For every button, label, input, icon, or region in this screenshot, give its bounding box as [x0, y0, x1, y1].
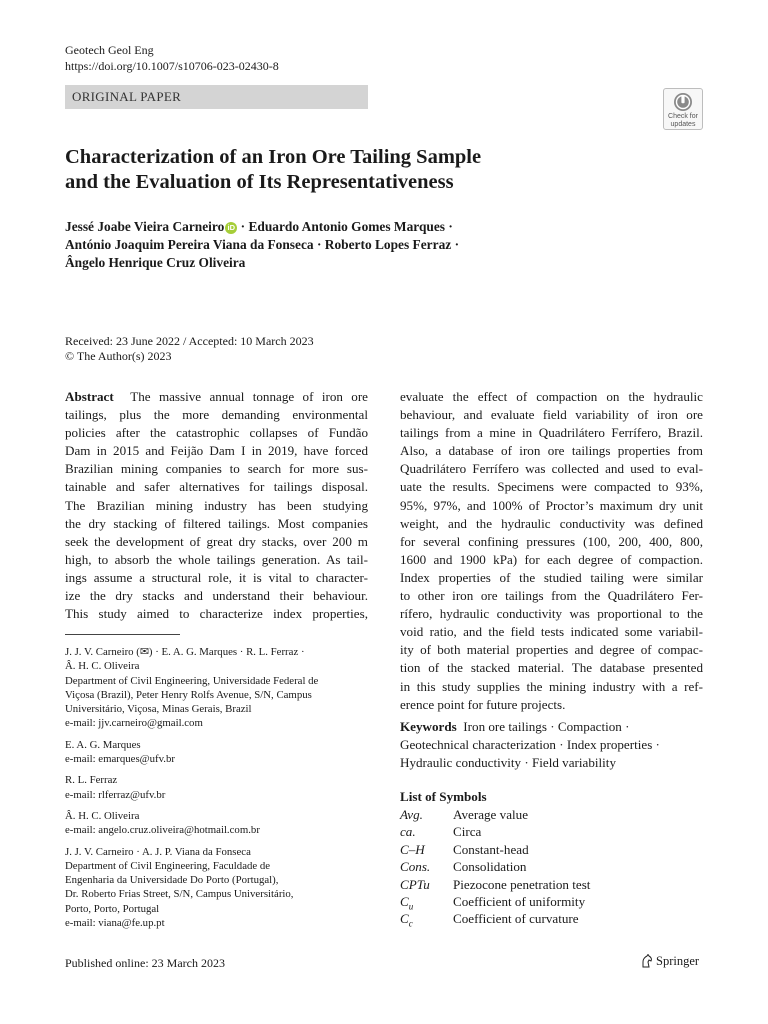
abstract-line: ings assume a structural role, it is vital to character- [65, 569, 368, 585]
symbol: $C_c$ [400, 911, 413, 929]
symbol: $C_u$ [400, 893, 414, 912]
abstract-line: tion of the stacked material. The database presented [400, 660, 703, 676]
symbol-description: Coefficient of curvature [453, 911, 579, 927]
abstract-line: to other iron ore tailings from the Quadrilátero Fer- [400, 588, 703, 604]
abstract-right-column [400, 388, 703, 714]
check-for-updates-button[interactable] [663, 88, 703, 130]
affiliation-line: Porto, Porto, Portugal [65, 902, 160, 915]
affiliations [65, 645, 368, 937]
affiliation-line: J. J. V. Carneiro (✉) · E. A. G. Marques · R. L. Ferraz · [65, 646, 305, 658]
email-link[interactable]: e-mail: emarques@ufv.br [65, 753, 175, 766]
affiliation-line: Universitário, Viçosa, Minas Gerais, Brazil [65, 703, 252, 716]
check-updates-icon [673, 92, 693, 112]
abstract-line: high, to absorb the whole tailings generation. As tail- [65, 551, 368, 567]
publisher-name: Springer [656, 954, 700, 968]
abstract-line: 1600 and 1900 kPa) for each degree of compaction. [400, 551, 703, 567]
affiliation-line: Department of Civil Engineering, Universidade Federal de [65, 674, 319, 687]
abstract-line: uate the results. Specimens were compacted to 93%, [400, 479, 703, 495]
abstract-line: tailings, plus the more demanding environmental [65, 407, 368, 423]
affiliation-line: Dr. Roberto Frias Street, S/N, Campus Universitário, [65, 888, 294, 901]
springer-horse-icon [640, 954, 653, 968]
orcid-icon[interactable]: iD [225, 222, 237, 234]
symbol-row [400, 876, 703, 893]
affiliation-block [65, 845, 368, 931]
abstract-line: void ratio, and the field tests indicated some variabil- [400, 624, 703, 640]
symbol-row [400, 841, 703, 858]
abstract-line-text: The massive annual tonnage of iron ore [113, 389, 368, 404]
symbol-description: Consolidation [453, 859, 527, 875]
author-oliveira[interactable]: Ângelo Henrique Cruz Oliveira [65, 255, 246, 270]
abstract-line: evaluate the effect of compaction on the hydraulic [400, 389, 703, 404]
symbol: C–H [400, 841, 425, 857]
symbol-row [400, 806, 703, 823]
email-link[interactable]: e-mail: jjv.carneiro@gmail.com [65, 717, 203, 730]
author-carneiro[interactable]: Jessé Joabe Vieira Carneiro [65, 219, 225, 234]
doi-link[interactable]: https://doi.org/10.1007/s10706-023-02430-8 [65, 59, 279, 73]
symbol-description: Circa [453, 824, 482, 840]
keywords-line: Geotechnical characterization · Index properties · [400, 737, 660, 752]
article-type-banner: ORIGINAL PAPER [65, 85, 368, 109]
symbol-description: Average value [453, 807, 529, 822]
symbol: Avg. [400, 807, 423, 822]
abstract-line: This study aimed to characterize index properties, [65, 606, 368, 622]
affiliation-line: Department of Civil Engineering, Faculdade de [65, 859, 271, 872]
abstract-line: ity of both material properties and degree of compac- [400, 642, 703, 658]
affiliation-line: Â. H. C. Oliveira [65, 809, 140, 822]
abstract-line: Also, a database of iron ore tailings properties from [400, 443, 703, 459]
author-separator: · [451, 237, 460, 252]
springer-logo[interactable] [640, 954, 699, 969]
affiliation-line: E. A. G. Marques [65, 738, 141, 751]
email-link[interactable]: e-mail: rlferraz@ufv.br [65, 788, 166, 801]
abstract-line: ize the dry stacks and understand their behaviour. [65, 588, 368, 604]
symbol-description: Piezocone penetration test [453, 876, 591, 892]
symbol: Cons. [400, 859, 431, 875]
check-updates-line2: updates [670, 121, 696, 128]
published-online-date: Published online: 23 March 2023 [65, 956, 225, 970]
abstract-line [65, 388, 368, 406]
abstract-line: rífero, hydraulic conductivity was proportional to the [400, 606, 703, 622]
title-line-2: and the Evaluation of Its Representativeness [65, 171, 454, 193]
received-accepted-dates: Received: 23 June 2022 / Accepted: 10 March 2023 [65, 334, 314, 348]
abstract-line: seek the development of great dry stacks, over 200 m [65, 533, 368, 549]
symbol-row [400, 858, 703, 875]
keywords-line: Hydraulic conductivity · Field variability [400, 755, 616, 770]
affiliation-block [65, 809, 368, 838]
abstract-line: policies after the catastrophic collapses of Fundão [65, 425, 368, 441]
abstract-line: erence point for future projects. [400, 696, 566, 712]
keywords-section [400, 718, 703, 772]
abstract-line: the dry stacking of filtered tailings. Most companies [65, 515, 368, 531]
journal-header [65, 42, 279, 74]
check-updates-line1: Check for [668, 113, 698, 120]
list-of-symbols [400, 788, 703, 928]
abstract-line: Index properties of the studied tailing were similar [400, 569, 703, 585]
affiliation-line: Viçosa (Brazil), Peter Henry Rolfs Avenue, S/N, Campus [65, 688, 312, 701]
abstract-line: tainable and safer alternatives for tailings disposal. [65, 479, 368, 495]
abstract-line: Dam in 2015 and Feijão Dam I in 2019, have forced [65, 443, 368, 459]
affiliation-block [65, 645, 368, 731]
affiliation-line: R. L. Ferraz [65, 774, 118, 787]
email-link[interactable]: e-mail: viana@fe.up.pt [65, 917, 165, 930]
journal-name: Geotech Geol Eng [65, 43, 154, 57]
author-marques[interactable]: Eduardo Antonio Gomes Marques [248, 219, 446, 234]
copyright-notice: © The Author(s) 2023 [65, 349, 172, 363]
author-separator: · [313, 237, 325, 252]
abstract-line: 95%, 97%, and 100% of Proctor’s maximum dry unit [400, 497, 703, 513]
keywords-label: Keywords [400, 719, 457, 734]
symbol-row [400, 893, 703, 910]
symbol-row [400, 910, 703, 927]
author-separator: · [445, 219, 453, 234]
affiliation-line: J. J. V. Carneiro · A. J. P. Viana da Fonseca [65, 845, 251, 858]
abstract-line: in this study supplies the mining industry with a ref- [400, 678, 703, 694]
author-ferraz[interactable]: Roberto Lopes Ferraz [324, 237, 452, 252]
symbol-row [400, 823, 703, 840]
abstract-line: behaviour, and evaluate field variability of iron ore [400, 407, 703, 423]
abstract-line: tailings from a mine in Quadrilátero Ferrífero, Brazil. [400, 425, 703, 441]
abstract-line: weight, and the hydraulic conductivity was defined [400, 515, 703, 531]
abstract-line: for several confining pressures (100, 200, 400, 800, [400, 533, 703, 549]
affiliation-line: Engenharia da Universidade Do Porto (Portugal), [65, 874, 279, 887]
footnote-divider [65, 634, 180, 635]
author-list [65, 218, 705, 272]
symbols-heading: List of Symbols [400, 789, 487, 804]
abstract-line: The Brazilian mining industry has been studying [65, 497, 368, 513]
abstract-line: Brazilian mining companies to search for more sus- [65, 461, 368, 477]
affiliation-block [65, 738, 368, 767]
keywords-line: Iron ore tailings · Compaction · [456, 719, 630, 734]
affiliation-block [65, 773, 368, 802]
abstract-left-column [65, 388, 368, 623]
author-separator: · [237, 219, 249, 234]
symbol: ca. [400, 824, 416, 840]
article-dates [65, 334, 314, 364]
abstract-line: Quadrilátero Ferrífero was collected and used to eval- [400, 461, 703, 477]
author-fonseca[interactable]: António Joaquim Pereira Viana da Fonseca [65, 237, 314, 252]
symbol-description: Constant-head [453, 841, 529, 857]
email-link[interactable]: e-mail: angelo.cruz.oliveira@hotmail.com.br [65, 824, 260, 837]
affiliation-line: Â. H. C. Oliveira [65, 660, 140, 673]
symbol: CPTu [400, 876, 430, 892]
title-line-1: Characterization of an Iron Ore Tailing Sample [65, 146, 482, 168]
paper-title [65, 145, 685, 195]
abstract-label: Abstract [65, 389, 114, 404]
symbol-description: Coefficient of uniformity [453, 893, 586, 909]
